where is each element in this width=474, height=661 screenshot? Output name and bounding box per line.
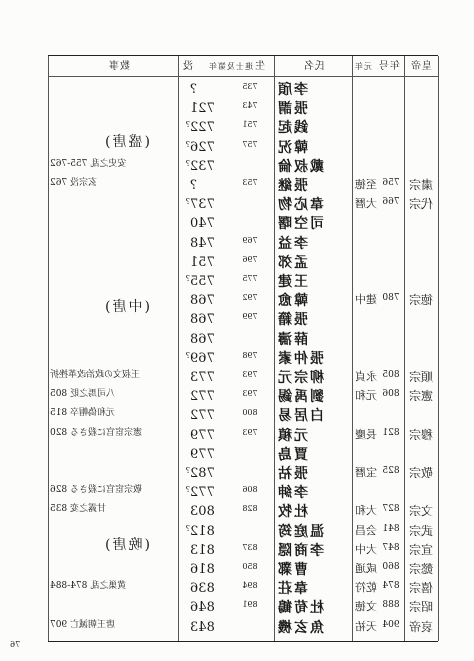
- event-note: 敬宗宦官に殺さる 826: [50, 485, 143, 496]
- birth-year: 768: [190, 293, 215, 309]
- birth-year: 772: [190, 389, 215, 405]
- era-year-cell: 860: [382, 562, 400, 572]
- birth-year: 732: [190, 158, 215, 174]
- era-year-cell: 780: [382, 293, 400, 304]
- poet-name: 李頎: [276, 82, 308, 98]
- emperor-cell: 代宗: [409, 197, 434, 212]
- era-cell: 大和: [355, 504, 377, 518]
- era-year-cell: 874: [382, 581, 400, 592]
- birth-year: 726: [190, 139, 215, 155]
- table-row: [48, 598, 438, 616]
- era-year-cell: 841: [382, 523, 400, 534]
- era-cell: 天祐: [355, 619, 377, 633]
- era-year-cell: 888: [382, 600, 400, 611]
- birth-year: 769: [190, 350, 215, 366]
- exam-year: 799: [242, 312, 258, 322]
- poet-name: 李商隠: [276, 542, 324, 559]
- birth-qualifier: ?: [185, 350, 190, 360]
- era-cell: 長慶: [355, 427, 377, 441]
- exam-year: 806: [242, 485, 258, 495]
- birth-qualifier: ?: [185, 139, 190, 149]
- poet-name: 賈島: [276, 446, 308, 463]
- era-cell: 元和: [355, 389, 377, 403]
- birth-qualifier: ?: [185, 120, 190, 130]
- poet-name: 司空曙: [276, 216, 324, 233]
- table-row: [48, 502, 438, 520]
- event-note: 玄宗没 762: [50, 178, 98, 188]
- poet-name: 杜荀鶴: [276, 600, 324, 617]
- birth-year: 803: [190, 504, 215, 520]
- birth-qualifier: ?: [185, 485, 190, 495]
- era-cell: 乾符: [355, 581, 377, 595]
- era-year-cell: 827: [382, 504, 400, 515]
- poet-name: 温庭筠: [276, 523, 324, 540]
- col-divider: [438, 56, 439, 641]
- birth-year: 773: [190, 370, 215, 385]
- era-year-cell: 825: [382, 466, 400, 476]
- birth-year: 779: [190, 427, 215, 443]
- emperor-cell: 穆宗: [409, 427, 434, 442]
- birth-year: 836: [190, 581, 215, 597]
- exam-year: 793: [242, 389, 258, 399]
- emperor-cell: 僖宗: [409, 581, 434, 596]
- period-label-early: (盛唐): [103, 134, 150, 150]
- emperor-cell: 順宗: [409, 370, 434, 384]
- birth-year: 816: [190, 562, 215, 577]
- era-year-cell: 847: [382, 542, 400, 553]
- poet-name: 張継: [276, 178, 308, 194]
- birth-year: 722: [190, 120, 215, 136]
- event-note: 憲宗宦官に殺さる 820: [50, 427, 143, 438]
- table-row: [48, 579, 438, 597]
- emperor-cell: 昭宗: [409, 600, 434, 615]
- birth-year: 772: [190, 485, 215, 501]
- emperor-cell: 粛宗: [409, 178, 434, 192]
- poet-name: 李益: [276, 235, 308, 252]
- era-cell: 文徳: [355, 600, 377, 614]
- era-cell: 会昌: [355, 523, 377, 537]
- exam-year: 793: [242, 370, 258, 379]
- birth-year: 721: [190, 101, 215, 117]
- birth-year: 740: [190, 216, 215, 232]
- birth-year: 748: [190, 235, 215, 251]
- exam-year: 850: [242, 562, 258, 571]
- poet-name: 劉禹錫: [276, 389, 324, 406]
- table-row: [48, 253, 438, 271]
- header-exam: 進士及第年: [208, 62, 253, 71]
- poet-name: 銭起: [276, 120, 308, 137]
- poet-name: 薛濤: [276, 331, 308, 348]
- era-cell: 大暦: [355, 197, 377, 211]
- exam-year: 796: [242, 254, 258, 264]
- poet-name: 曹鄴: [276, 562, 308, 578]
- emperor-cell: 敬宗: [409, 466, 434, 480]
- poet-name: 張祜: [276, 466, 308, 482]
- exam-year: 800: [242, 408, 258, 418]
- poet-name: 韓愈: [276, 293, 308, 310]
- poet-name: 韋応物: [276, 197, 324, 214]
- era-year-cell: 904: [382, 619, 400, 630]
- era-year-cell: 821: [382, 427, 400, 438]
- table-row: [48, 99, 438, 117]
- poet-name: 柳宗元: [276, 370, 324, 386]
- birth-year: 782: [190, 466, 215, 481]
- emperor-cell: 哀帝: [409, 619, 434, 634]
- birth-year: ?: [190, 82, 197, 97]
- header-birth: 生: [254, 61, 265, 72]
- birth-qualifier: ?: [185, 274, 190, 283]
- page-number: 76: [10, 640, 21, 649]
- era-cell: 宝暦: [355, 466, 377, 479]
- table-row: [48, 80, 438, 98]
- poet-name: 元稹: [276, 427, 308, 444]
- poet-name: 孟郊: [276, 254, 308, 271]
- header-death: 没: [182, 61, 193, 72]
- exam-year: 837: [242, 542, 258, 552]
- birth-year: 812: [190, 523, 215, 539]
- birth-year: 768: [190, 312, 215, 328]
- table-row: [48, 330, 438, 348]
- period-label-late: (晩唐): [103, 537, 150, 553]
- exam-year: 775: [242, 274, 258, 283]
- header-era-year: 元年: [354, 62, 372, 71]
- birth-year: 751: [190, 254, 215, 270]
- poet-name: 張仲素: [276, 350, 324, 367]
- table-row: [48, 234, 438, 252]
- event-note: 安史之乱 755-762: [50, 158, 127, 169]
- poet-name: 白居易: [276, 408, 324, 425]
- header-events: 数事: [108, 61, 130, 72]
- birth-qualifier: ?: [185, 523, 190, 533]
- table-row: [48, 176, 438, 194]
- poet-name: 韋荘: [276, 581, 308, 598]
- era-cell: 建中: [355, 293, 377, 307]
- table-row: [48, 195, 438, 213]
- table-row: [48, 214, 438, 232]
- era-cell: 至徳: [355, 178, 377, 191]
- table-row: [48, 464, 438, 482]
- poet-name: 戴叔倫: [276, 158, 324, 175]
- header-divider: [48, 76, 438, 77]
- header-name: 氏名: [303, 61, 325, 72]
- event-note: 元和偽帽卒 815: [50, 408, 116, 419]
- exam-year: 751: [242, 120, 258, 130]
- poet-name: 王建: [276, 274, 308, 290]
- table-row: [48, 618, 438, 636]
- birth-year: 772: [190, 408, 215, 424]
- era-year-cell: 756: [382, 178, 400, 188]
- emperor-cell: 宣宗: [409, 542, 434, 557]
- poet-name: 張謂: [276, 101, 308, 118]
- period-label-middle: (中唐): [103, 299, 150, 315]
- poet-name: 李紳: [276, 485, 308, 502]
- poet-name: 張籍: [276, 312, 308, 329]
- table-row: [48, 272, 438, 290]
- table-row: [48, 406, 438, 424]
- era-year-cell: 805: [382, 370, 400, 380]
- emperor-cell: 徳宗: [409, 293, 434, 308]
- birth-year: 737: [190, 197, 215, 213]
- birth-qualifier: ?: [185, 197, 190, 207]
- emperor-cell: 憲宗: [409, 389, 434, 404]
- exam-year: 828: [242, 504, 258, 514]
- emperor-cell: 文宗: [409, 504, 434, 519]
- exam-year: 753: [242, 178, 258, 187]
- era-cell: 咸通: [355, 562, 377, 575]
- event-note: 八司馬之貶 805: [50, 389, 116, 400]
- event-note: 甘露之変 835: [50, 504, 107, 515]
- birth-qualifier: ?: [185, 466, 190, 475]
- birth-year: 755: [190, 274, 215, 289]
- table-row: [48, 157, 438, 175]
- exam-year: 792: [242, 293, 258, 303]
- exam-year: 793: [242, 427, 258, 437]
- exam-year: 891: [242, 600, 258, 610]
- exam-year: 743: [242, 101, 258, 111]
- era-year-cell: 766: [382, 197, 400, 208]
- emperor-cell: 武宗: [409, 523, 434, 538]
- exam-year: 735: [242, 82, 258, 91]
- table-row: [48, 349, 438, 367]
- era-cell: 永貞: [355, 370, 377, 383]
- birth-year: 779: [190, 446, 215, 462]
- era-year-cell: 806: [382, 389, 400, 400]
- table-row: [48, 483, 438, 501]
- era-cell: 大中: [355, 542, 377, 556]
- emperor-cell: 懿宗: [409, 562, 434, 576]
- table-row: [48, 445, 438, 463]
- table-row: [48, 368, 438, 386]
- birth-year: 846: [190, 600, 215, 616]
- birth-qualifier: ?: [185, 158, 190, 168]
- exam-year: 757: [242, 139, 258, 149]
- table-row: [48, 560, 438, 578]
- table-row: [48, 387, 438, 405]
- birth-year: 843: [190, 619, 215, 635]
- poet-name: 魚玄機: [276, 619, 324, 636]
- table-row: [48, 426, 438, 444]
- event-note: 唐王朝滅亡 907: [50, 619, 116, 630]
- birth-year: 813: [190, 542, 215, 558]
- header-era: 年号: [378, 61, 400, 72]
- event-note: 黄巣之乱 874-884: [50, 581, 127, 592]
- birth-year: 768: [190, 331, 215, 347]
- poet-name: 韓況: [276, 139, 308, 156]
- header-emperor: 皇帝: [410, 61, 432, 72]
- chronology-table: [48, 55, 438, 642]
- event-note: 王叔文の政治改革挫折: [50, 370, 141, 380]
- poet-name: 杜牧: [276, 504, 308, 521]
- birth-year: ?: [190, 178, 197, 193]
- exam-year: 798: [242, 350, 258, 360]
- exam-year: 894: [242, 581, 258, 591]
- exam-year: 769: [242, 235, 258, 245]
